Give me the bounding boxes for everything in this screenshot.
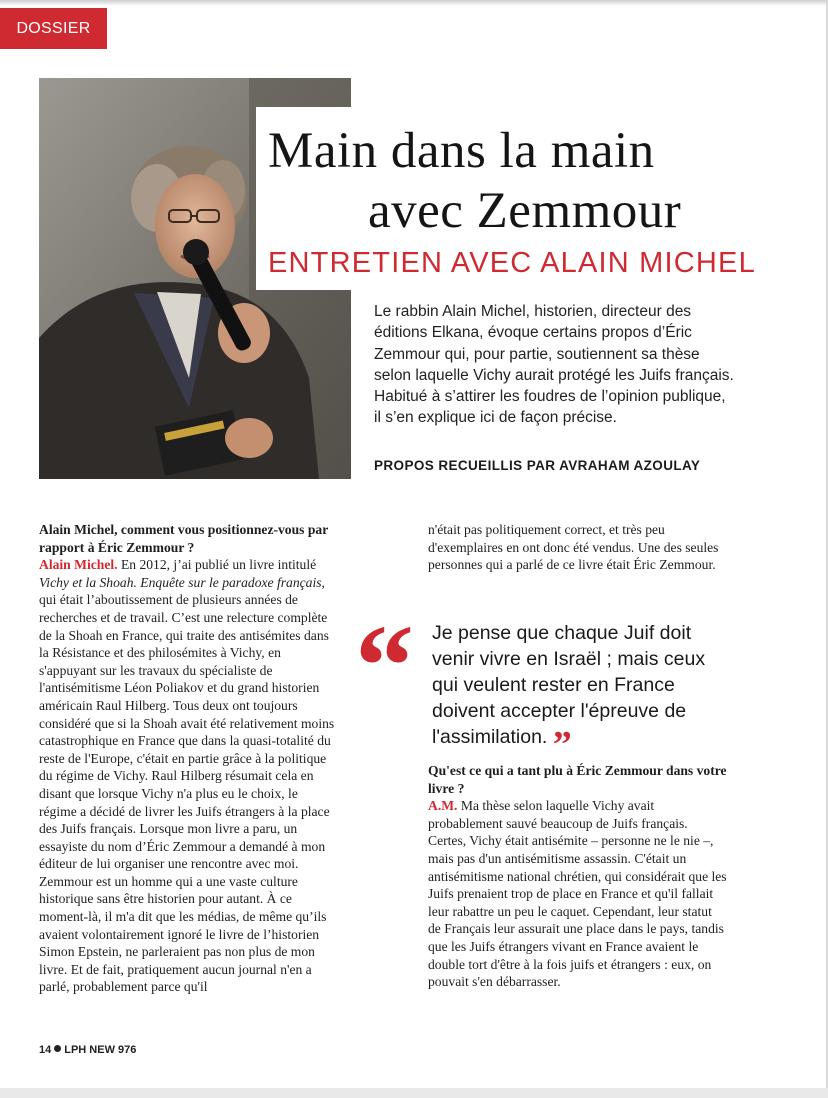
pull-quote bbox=[432, 620, 732, 766]
speaker-label-2: A.M. bbox=[428, 798, 458, 814]
question-2: Qu'est ce qui a tant plu à Éric Zemmour dans votre livre ? bbox=[428, 763, 727, 796]
bullet-icon bbox=[54, 1045, 61, 1052]
answer-2 bbox=[428, 797, 728, 991]
byline: PROPOS RECUEILLIS PAR AVRAHAM AZOULAY bbox=[374, 458, 701, 473]
column-right-continuation bbox=[428, 521, 728, 574]
pull-quote-text: Je pense que chaque Juif doit venir vivre en Israël ; mais ceux qui veulent rester en France doivent accepter l'épreuve de l'assimilation. bbox=[432, 622, 706, 748]
answer-1-text-b: , qui était l’aboutissement de plusieurs années de recherches et de travail. C’est une relecture complète de la Shoah en France, qui traite des antisémites dans la Résistance et des philosémites à Vichy, en s'appuyant sur les travaux du spécialiste de l'antisémitisme Léon Poliakov et du grand historien américain Raul Hilberg. Tous deux ont toujours considéré que si la Shoah avait été relativement moins catastrophique en France que dans la quasi-totalité du reste de l'Europe, c'était en partie grâce à la politique du régime de Vichy. Raul Hilberg résumait cela en disant que lorsque Vichy n'a plus eu le choix, le régime a décidé de livrer les Juifs étrangers à la place des Juifs français. Lorsque mon livre a paru, un essayiste du nom d’Éric Zemmour a demandé à mon éditeur de lui organiser une rencontre avec moi. Zemmour est un homme qui a une vaste culture historique sans être historien pour autant. À ce moment-là, il m'a dit que les médias, de même qu’ils avaient volontairement ignoré le livre de l’historien Simon Epstein, ne parleraient pas non plus de mon livre. Et de fait, pratiquement aucun journal n'en a parlé, probablement parce qu'il bbox=[39, 574, 335, 995]
article-title-line-1: Main dans la main bbox=[268, 123, 655, 179]
question-1: Alain Michel, comment vous positionnez-vous par rapport à Éric Zemmour ? bbox=[39, 522, 328, 555]
close-quote-icon: ” bbox=[552, 724, 570, 766]
book-title: Vichy et la Shoah. Enquête sur le paradoxe français bbox=[39, 574, 322, 590]
article-subtitle: ENTRETIEN AVEC ALAIN MICHEL bbox=[268, 247, 756, 279]
article-title-line-2: avec Zemmour bbox=[368, 183, 682, 239]
answer-1 bbox=[39, 556, 335, 996]
publication-name: LPH NEW 976 bbox=[64, 1044, 137, 1056]
section-tag: DOSSIER bbox=[0, 8, 107, 49]
page-footer bbox=[39, 1044, 136, 1056]
speaker-label: Alain Michel. bbox=[39, 557, 118, 573]
column-left bbox=[39, 521, 335, 996]
column-right bbox=[428, 762, 728, 991]
answer-2-text: Ma thèse selon laquelle Vichy avait probablement sauvé beaucoup de Juifs français. Certes, Vichy était antisémite – personne ne le nie –, mais pas d'un antisémitisme assassin. C'était un antisémitisme national chrétien, qui considérait que les Juifs prenaient trop de place en France et qu'il fallait leur rabattre un peu le caquet. Cependant, leur statut de Français leur assurait une place dans le pays, tandis que les Juifs étrangers vivant en France avaient le double tort d'être à la fois juifs et étrangers : eux, on pouvait s'en débarrasser. bbox=[428, 798, 727, 990]
page-number: 14 bbox=[39, 1044, 52, 1056]
article-lede: Le rabbin Alain Michel, historien, directeur des éditions Elkana, évoque certains propos d’Éric Zemmour qui, pour partie, soutiennent sa thèse selon laquelle Vichy aurait protégé les Juifs français. Habitué à s’attirer les foudres de l’opinion publique, il s’en explique ici de façon précise. bbox=[374, 303, 734, 427]
top-rule bbox=[0, 0, 828, 6]
answer-1-text-a: En 2012, j’ai publié un livre intitulé bbox=[117, 557, 317, 573]
open-quote-icon: “ bbox=[355, 600, 408, 731]
answer-1-continued: n'était pas politiquement correct, et très peu d'exemplaires en ont donc été vendus. Une des seules personnes qui a parlé de ce livre était Éric Zemmour. bbox=[428, 522, 719, 573]
